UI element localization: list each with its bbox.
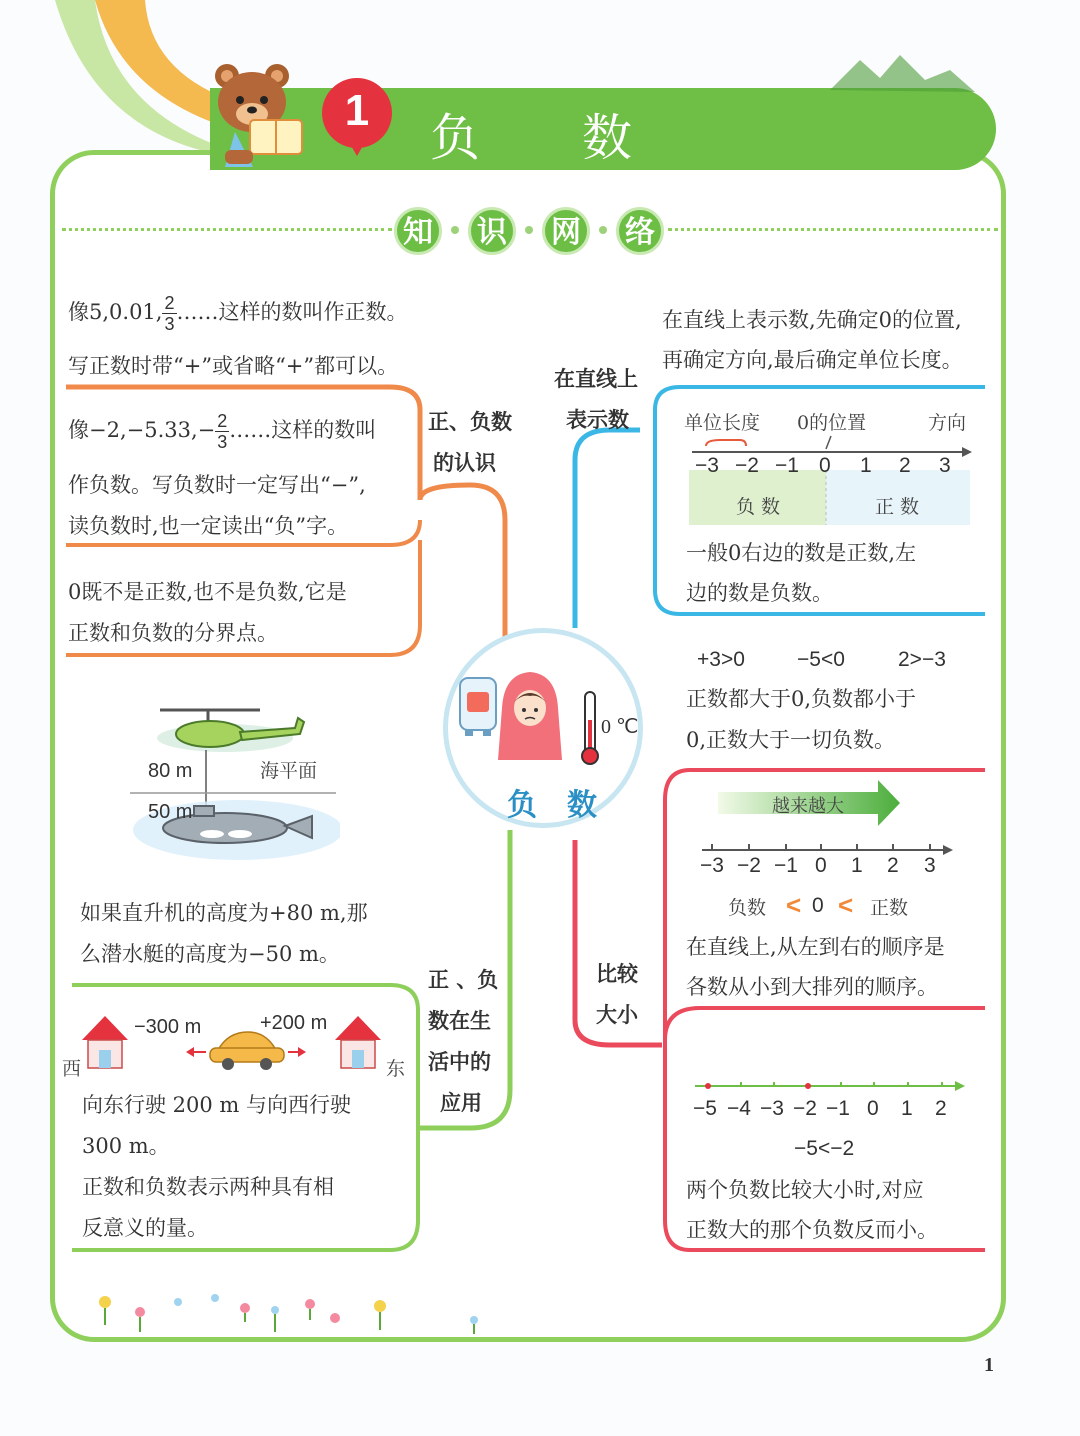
altitude-example-1: 如果直升机的高度为+80 m,那 — [80, 901, 368, 925]
zero-position-label: 0的位置 — [797, 412, 867, 434]
west-label: 西 — [62, 1058, 82, 1080]
negative-definition: 像−2,−5.33,− $\frac{2}{3}$ ……这样的数叫 — [68, 411, 377, 452]
order-positive-label: 正数 — [870, 897, 909, 919]
chapter-title-char-2: 数 — [582, 109, 632, 167]
order-zero-label: 0 — [812, 894, 824, 917]
opposite-meaning-2: 反意义的量。 — [82, 1216, 208, 1240]
order-rule-1: 在直线上,从左到右的顺序是 — [686, 935, 945, 959]
positive-sign-note: 写正数时带“+”或省略“+”都可以。 — [68, 354, 399, 378]
branch-label-recognition-1: 正、负数 — [428, 410, 512, 434]
tick-label: 3 — [939, 454, 951, 477]
tick-label: −3 — [695, 454, 719, 477]
car-example-2: 300 m。 — [82, 1134, 170, 1158]
tick-label: −5 — [693, 1097, 717, 1120]
fraction-two-thirds: $\frac{2}{3}$ — [164, 293, 175, 334]
negative-compare-rule-1: 两个负数比较大小时,对应 — [686, 1178, 924, 1202]
altitude-example-2: 么潜水艇的高度为−50 m。 — [80, 942, 340, 966]
chapter-number: 1 — [322, 78, 392, 148]
zero-definition-2: 正数和负数的分界点。 — [68, 621, 278, 645]
tick-label: 2 — [887, 854, 899, 877]
east-distance-label: +200 m — [260, 1012, 328, 1034]
numberline-intro-1: 在直线上表示数,先确定0的位置, — [662, 308, 962, 332]
tick-label: 2 — [935, 1097, 947, 1120]
central-topic-title: 负 数 — [507, 788, 597, 823]
zero-definition-1: 0既不是正数,也不是负数,它是 — [68, 580, 347, 604]
section-badge-zhi: 知 — [394, 207, 442, 255]
tick-label: 1 — [901, 1097, 913, 1120]
comparison-example-3: 2>−3 — [898, 648, 946, 671]
section-badge-luo: 络 — [616, 207, 664, 255]
numberline-summary-1: 一般0右边的数是正数,左 — [686, 541, 917, 565]
comparison-rule-1: 正数都大于0,负数都小于 — [686, 687, 917, 711]
unit-length-label: 单位长度 — [684, 412, 761, 434]
numberline-summary-2: 边的数是负数。 — [686, 581, 833, 605]
negative-write-note: 作负数。写负数时一定写出“−”, — [68, 473, 366, 497]
branch-label-recognition-2: 的认识 — [433, 451, 496, 475]
comparison-rule-2: 0,正数大于一切负数。 — [686, 728, 896, 752]
tick-label: 1 — [851, 854, 863, 877]
branch-label-numberline-2: 表示数 — [566, 408, 629, 432]
negative-read-note: 读负数时,也一定读出“负”字。 — [68, 514, 349, 538]
comparison-example-2: −5<0 — [797, 648, 845, 671]
tick-label: −2 — [737, 854, 761, 877]
less-than-sign: < — [786, 890, 802, 920]
positive-region-label: 正 数 — [875, 496, 920, 518]
branch-label-numberline-1: 在直线上 — [554, 367, 638, 391]
tick-label: −4 — [727, 1097, 751, 1120]
tick-label: −3 — [700, 854, 724, 877]
temperature-label: 0 ℃ — [601, 716, 639, 738]
helicopter-height-label: 80 m — [148, 760, 193, 782]
tick-label: −3 — [760, 1097, 784, 1120]
branch-label-application-2: 数在生 — [428, 1009, 491, 1033]
submarine-depth-label: 50 m — [148, 801, 193, 823]
fraction-two-thirds: $\frac{2}{3}$ — [217, 411, 228, 452]
tick-label: −1 — [826, 1097, 850, 1120]
numberline-intro-2: 再确定方向,最后确定单位长度。 — [662, 348, 963, 372]
tick-label: 0 — [867, 1097, 879, 1120]
car-example-1: 向东行驶 200 m 与向西行驶 — [82, 1093, 352, 1117]
tick-label: 1 — [860, 454, 872, 477]
negative-compare-rule-2: 正数大的那个负数反而小。 — [686, 1218, 938, 1242]
positive-definition: 像5,0.01, $\frac{2}{3}$ ……这样的数叫作正数。 — [68, 293, 408, 334]
branch-label-application-4: 应用 — [440, 1091, 482, 1115]
comparison-example-1: +3>0 — [697, 648, 745, 671]
increasing-label: 越来越大 — [772, 796, 844, 817]
branch-label-compare-2: 大小 — [596, 1003, 638, 1027]
sea-level-label: 海平面 — [260, 760, 318, 782]
less-than-sign: < — [838, 890, 854, 920]
tick-label: −2 — [735, 454, 759, 477]
tick-label: −1 — [774, 854, 798, 877]
branch-label-application-3: 活中的 — [428, 1050, 491, 1074]
branch-label-compare-1: 比较 — [596, 962, 638, 986]
section-badge-shi: 识 — [468, 207, 516, 255]
section-badge-wang: 网 — [542, 207, 590, 255]
branch-label-application-1: 正 、负 — [428, 968, 499, 992]
opposite-meaning-1: 正数和负数表示两种具有相 — [82, 1175, 334, 1199]
order-rule-2: 各数从小到大排列的顺序。 — [686, 975, 938, 999]
west-distance-label: −300 m — [134, 1016, 202, 1038]
tick-label: 0 — [819, 454, 831, 477]
tick-label: 2 — [899, 454, 911, 477]
negative-compare-example: −5<−2 — [794, 1137, 855, 1160]
tick-label: −2 — [793, 1097, 817, 1120]
direction-label: 方向 — [928, 412, 967, 434]
order-negative-label: 负数 — [728, 897, 767, 919]
negative-region-label: 负 数 — [736, 496, 781, 518]
tick-label: 0 — [815, 854, 827, 877]
east-label: 东 — [386, 1058, 406, 1080]
tick-label: 3 — [924, 854, 936, 877]
tick-label: −1 — [775, 454, 799, 477]
chapter-title-char-1: 负 — [430, 109, 480, 167]
page-number: 1 — [984, 1354, 994, 1376]
